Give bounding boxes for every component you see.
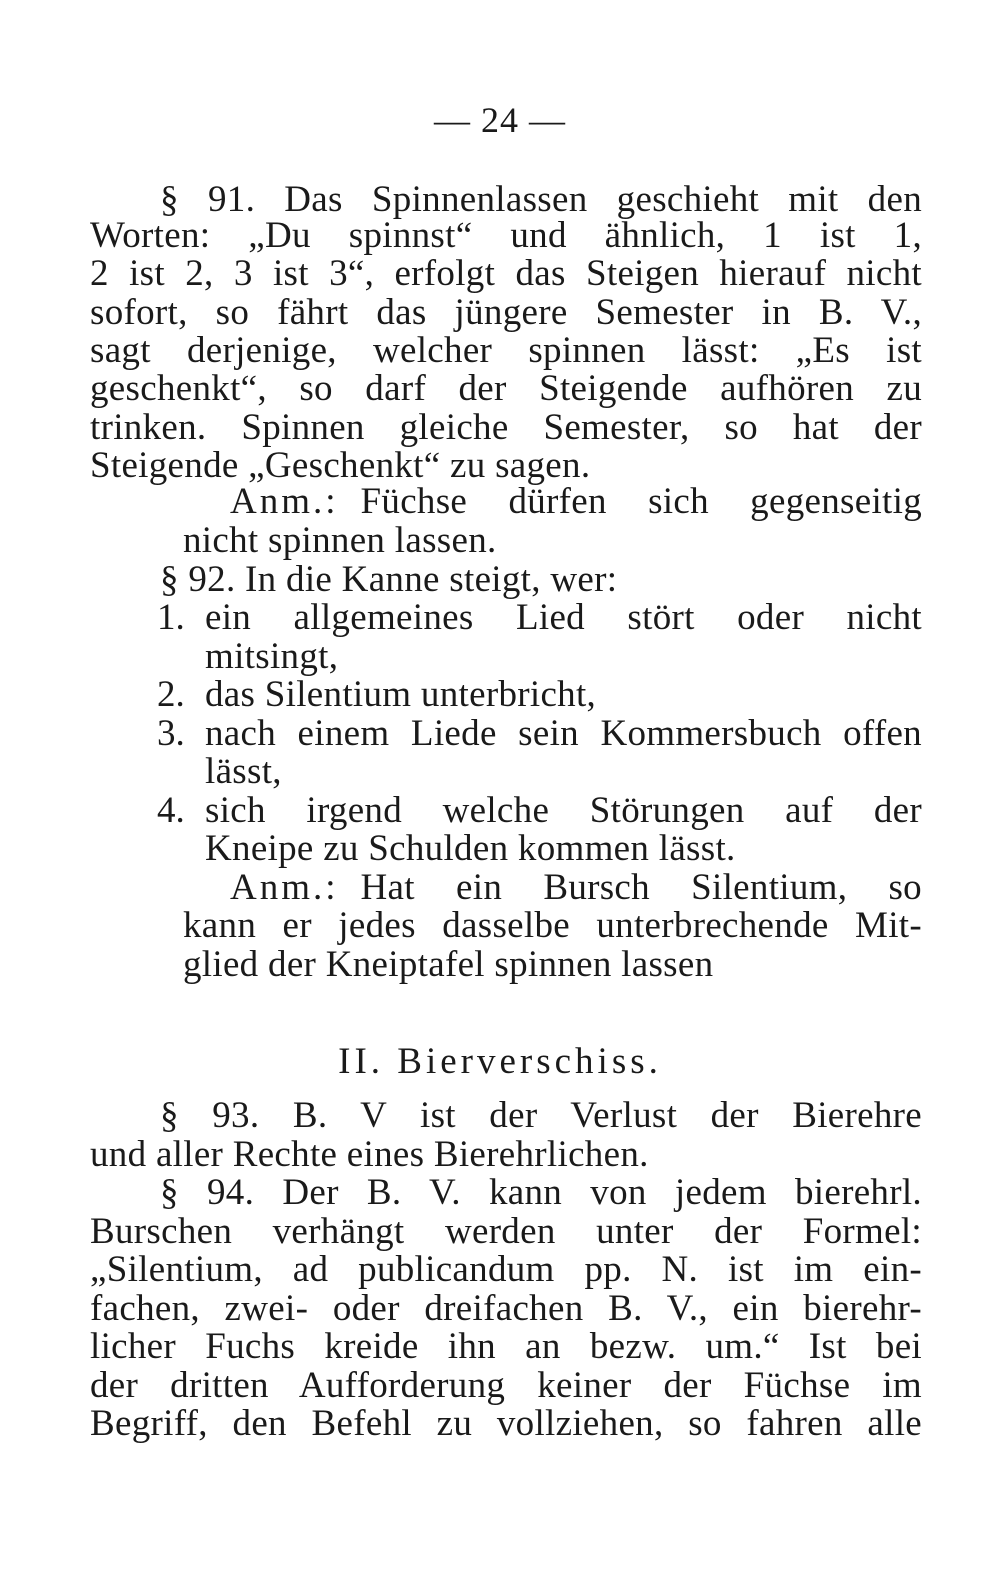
p92-item-3-line-2: lässt, [205, 751, 282, 792]
p92-item-4-line-1: sich irgend welche Störungen auf der [205, 790, 922, 831]
p92-item-4-line-2: Kneipe zu Schulden kommen lässt. [205, 828, 736, 869]
p94-line-7: Begriff, den Befehl zu vollziehen, so fahren alle [90, 1403, 922, 1444]
p91-line-6: geschenkt“, so darf der Steigende aufhören zu [90, 368, 922, 409]
p92-item-2-number: 2. [157, 674, 185, 715]
p92-item-3-number: 3. [157, 713, 185, 754]
p94-line-5: licher Fuchs kreide ihn an bezw. um.“ Ist bei [90, 1326, 922, 1367]
p91-note-label: Anm.: [230, 481, 339, 522]
p91-line-2: Worten: „Du spinnst“ und ähnlich, 1 ist 1, [90, 215, 922, 256]
p94-line-3: „Silentium, ad publicandum pp. N. ist im ein- [90, 1249, 922, 1290]
p92-note-line-2: kann er jedes dasselbe unterbrechende Mit- [183, 905, 922, 946]
p92-item-2-line-1: das Silentium unterbricht, [205, 674, 597, 715]
p94-line-4: fachen, zwei- oder dreifachen B. V., ein bierehr- [90, 1288, 922, 1329]
p94-line-6: der dritten Aufforderung keiner der Füchse im [90, 1365, 922, 1406]
p91-line-5: sagt derjenige, welcher spinnen lässt: „Es ist [90, 330, 922, 371]
p91-line-1: § 91. Das Spinnenlassen geschieht mit den [160, 179, 922, 220]
p91-line-7: trinken. Spinnen gleiche Semester, so hat der [90, 407, 922, 448]
p94-line-1: § 94. Der B. V. kann von jedem bierehrl. [160, 1172, 922, 1213]
p94-line-2: Burschen verhängt werden unter der Formel: [90, 1211, 922, 1252]
p92-note-label: Anm.: [230, 867, 339, 908]
p92-note-line-1 [230, 868, 922, 908]
p93-line-1: § 93. B. V ist der Verlust der Bierehre [160, 1095, 922, 1136]
p92-item-3-line-1: nach einem Liede sein Kommersbuch offen [205, 713, 922, 754]
p93-line-2: und aller Rechte eines Bierehrlichen. [90, 1134, 649, 1175]
p91-note-text-1: Füchse dürfen sich gegenseitig [360, 481, 922, 522]
p92-heading: § 92. In die Kanne steigt, wer: [160, 559, 618, 600]
p91-note-line-2: nicht spinnen lassen. [183, 520, 497, 561]
page-number: — 24 — [434, 100, 566, 140]
p92-note-text-1: Hat ein Bursch Silentium, so [360, 867, 922, 908]
p91-line-4: sofort, so fährt das jüngere Semester in B. V., [90, 292, 922, 333]
p92-item-4-number: 4. [157, 790, 185, 831]
p91-line-8: Steigende „Geschenkt“ zu sagen. [90, 445, 591, 486]
section-heading: II. Bierverschiss. [338, 1041, 662, 1082]
p92-item-1-line-2: mitsingt, [205, 636, 339, 677]
p92-note-line-3: glied der Kneiptafel spinnen lassen [183, 944, 714, 985]
p92-item-1-line-1: ein allgemeines Lied stört oder nicht [205, 597, 922, 638]
p92-item-1-number: 1. [157, 597, 185, 638]
p91-line-3: 2 ist 2, 3 ist 3“, erfolgt das Steigen hierauf nicht [90, 253, 922, 294]
p91-note-line-1 [230, 482, 922, 522]
